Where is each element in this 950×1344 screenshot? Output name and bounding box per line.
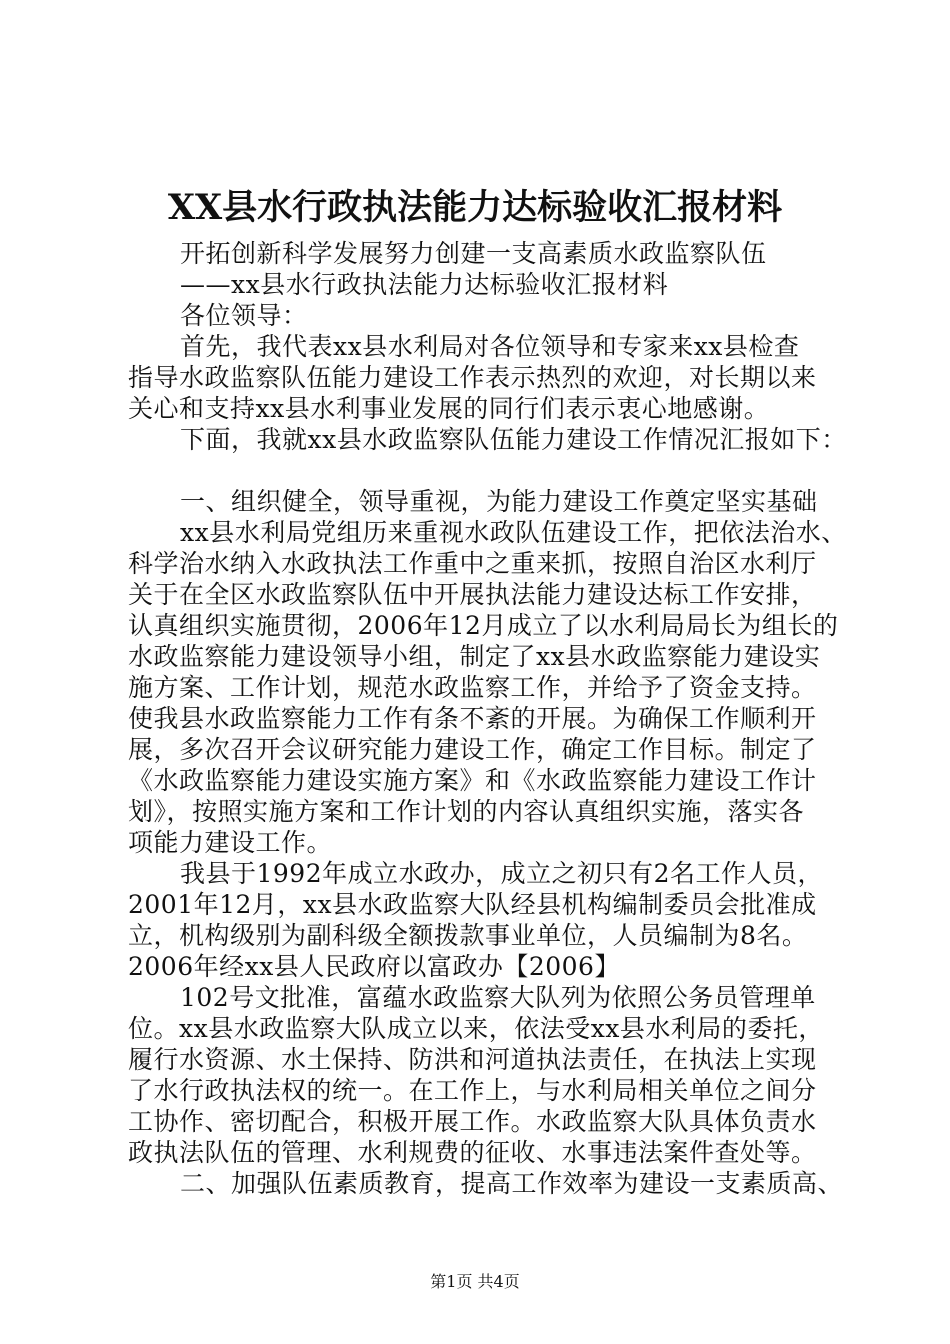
paragraph-line: 政执法队伍的管理、水利规费的征收、水事违法案件查处等。 [128,1138,817,1167]
paragraph-line: 水政监察能力建设领导小组，制定了xx县水政监察能力建设实 [128,642,821,671]
section-heading: 一、组织健全，领导重视，为能力建设工作奠定坚实基础 [180,487,818,516]
paragraph-line: 关于在全区水政监察队伍中开展执法能力建设达标工作安排， [128,580,817,609]
salutation: 各位领导： [180,301,308,330]
paragraph-line: 立，机构级别为副科级全额拨款事业单位，人员编制为8名。 [128,921,808,950]
paragraph-line: 施方案、工作计划，规范水政监察工作，并给予了资金支持。 [128,673,817,702]
paragraph-line: 项能力建设工作。 [128,828,333,857]
document-title: XX县水行政执法能力达标验收汇报材料 [167,187,783,228]
paragraph-line: xx县水利局党组历来重视水政队伍建设工作，把依法治水、 [180,518,847,547]
paragraph-line: 下面，我就xx县水政监察队伍能力建设工作情况汇报如下： [180,425,847,454]
paragraph-line: 102号文批准，富蕴水政监察大队列为依照公务员管理单 [180,983,816,1012]
paragraph-line: 关心和支持xx县水利事业发展的同行们表示衷心地感谢。 [128,394,770,423]
paragraph-line: 划》，按照实施方案和工作计划的内容认真组织实施，落实各 [128,797,805,826]
subtitle-line: ——xx县水行政执法能力达标验收汇报材料 [180,270,669,299]
page-number: 第1页 共4页 [430,1272,520,1291]
paragraph-line: 《水政监察能力建设实施方案》和《水政监察能力建设工作计 [128,766,817,795]
paragraph-line: 认真组织实施贯彻，2006年12月成立了以水利局局长为组长的 [128,611,839,640]
subtitle-line: 开拓创新科学发展努力创建一支高素质水政监察队伍 [180,239,767,268]
paragraph-line: 了水行政执法权的统一。在工作上，与水利局相关单位之间分 [128,1076,817,1105]
paragraph-line: 2001年12月，xx县水政监察大队经县机构编制委员会批准成 [128,890,817,919]
paragraph-line: 我县于1992年成立水政办，成立之初只有2名工作人员， [180,859,824,888]
paragraph-line: 位。xx县水政监察大队成立以来，依法受xx县水利局的委托， [128,1014,824,1043]
paragraph-line: 2006年经xx县人民政府以富政办【2006】 [128,952,620,981]
paragraph-line: 工协作、密切配合，积极开展工作。水政监察大队具体负责水 [128,1107,817,1136]
paragraph-line: 指导水政监察队伍能力建设工作表示热烈的欢迎，对长期以来 [128,363,817,392]
paragraph-line: 使我县水政监察能力工作有条不紊的开展。为确保工作顺利开 [128,704,817,733]
section-heading: 二、加强队伍素质教育，提高工作效率为建设一支素质高、 [180,1169,844,1198]
paragraph-line: 首先，我代表xx县水利局对各位领导和专家来xx县检查 [180,332,800,361]
paragraph-line: 科学治水纳入水政执法工作重中之重来抓，按照自治区水利厅 [128,549,817,578]
paragraph-line: 展，多次召开会议研究能力建设工作，确定工作目标。制定了 [128,735,817,764]
paragraph-line: 履行水资源、水土保持、防洪和河道执法责任，在执法上实现 [128,1045,817,1074]
